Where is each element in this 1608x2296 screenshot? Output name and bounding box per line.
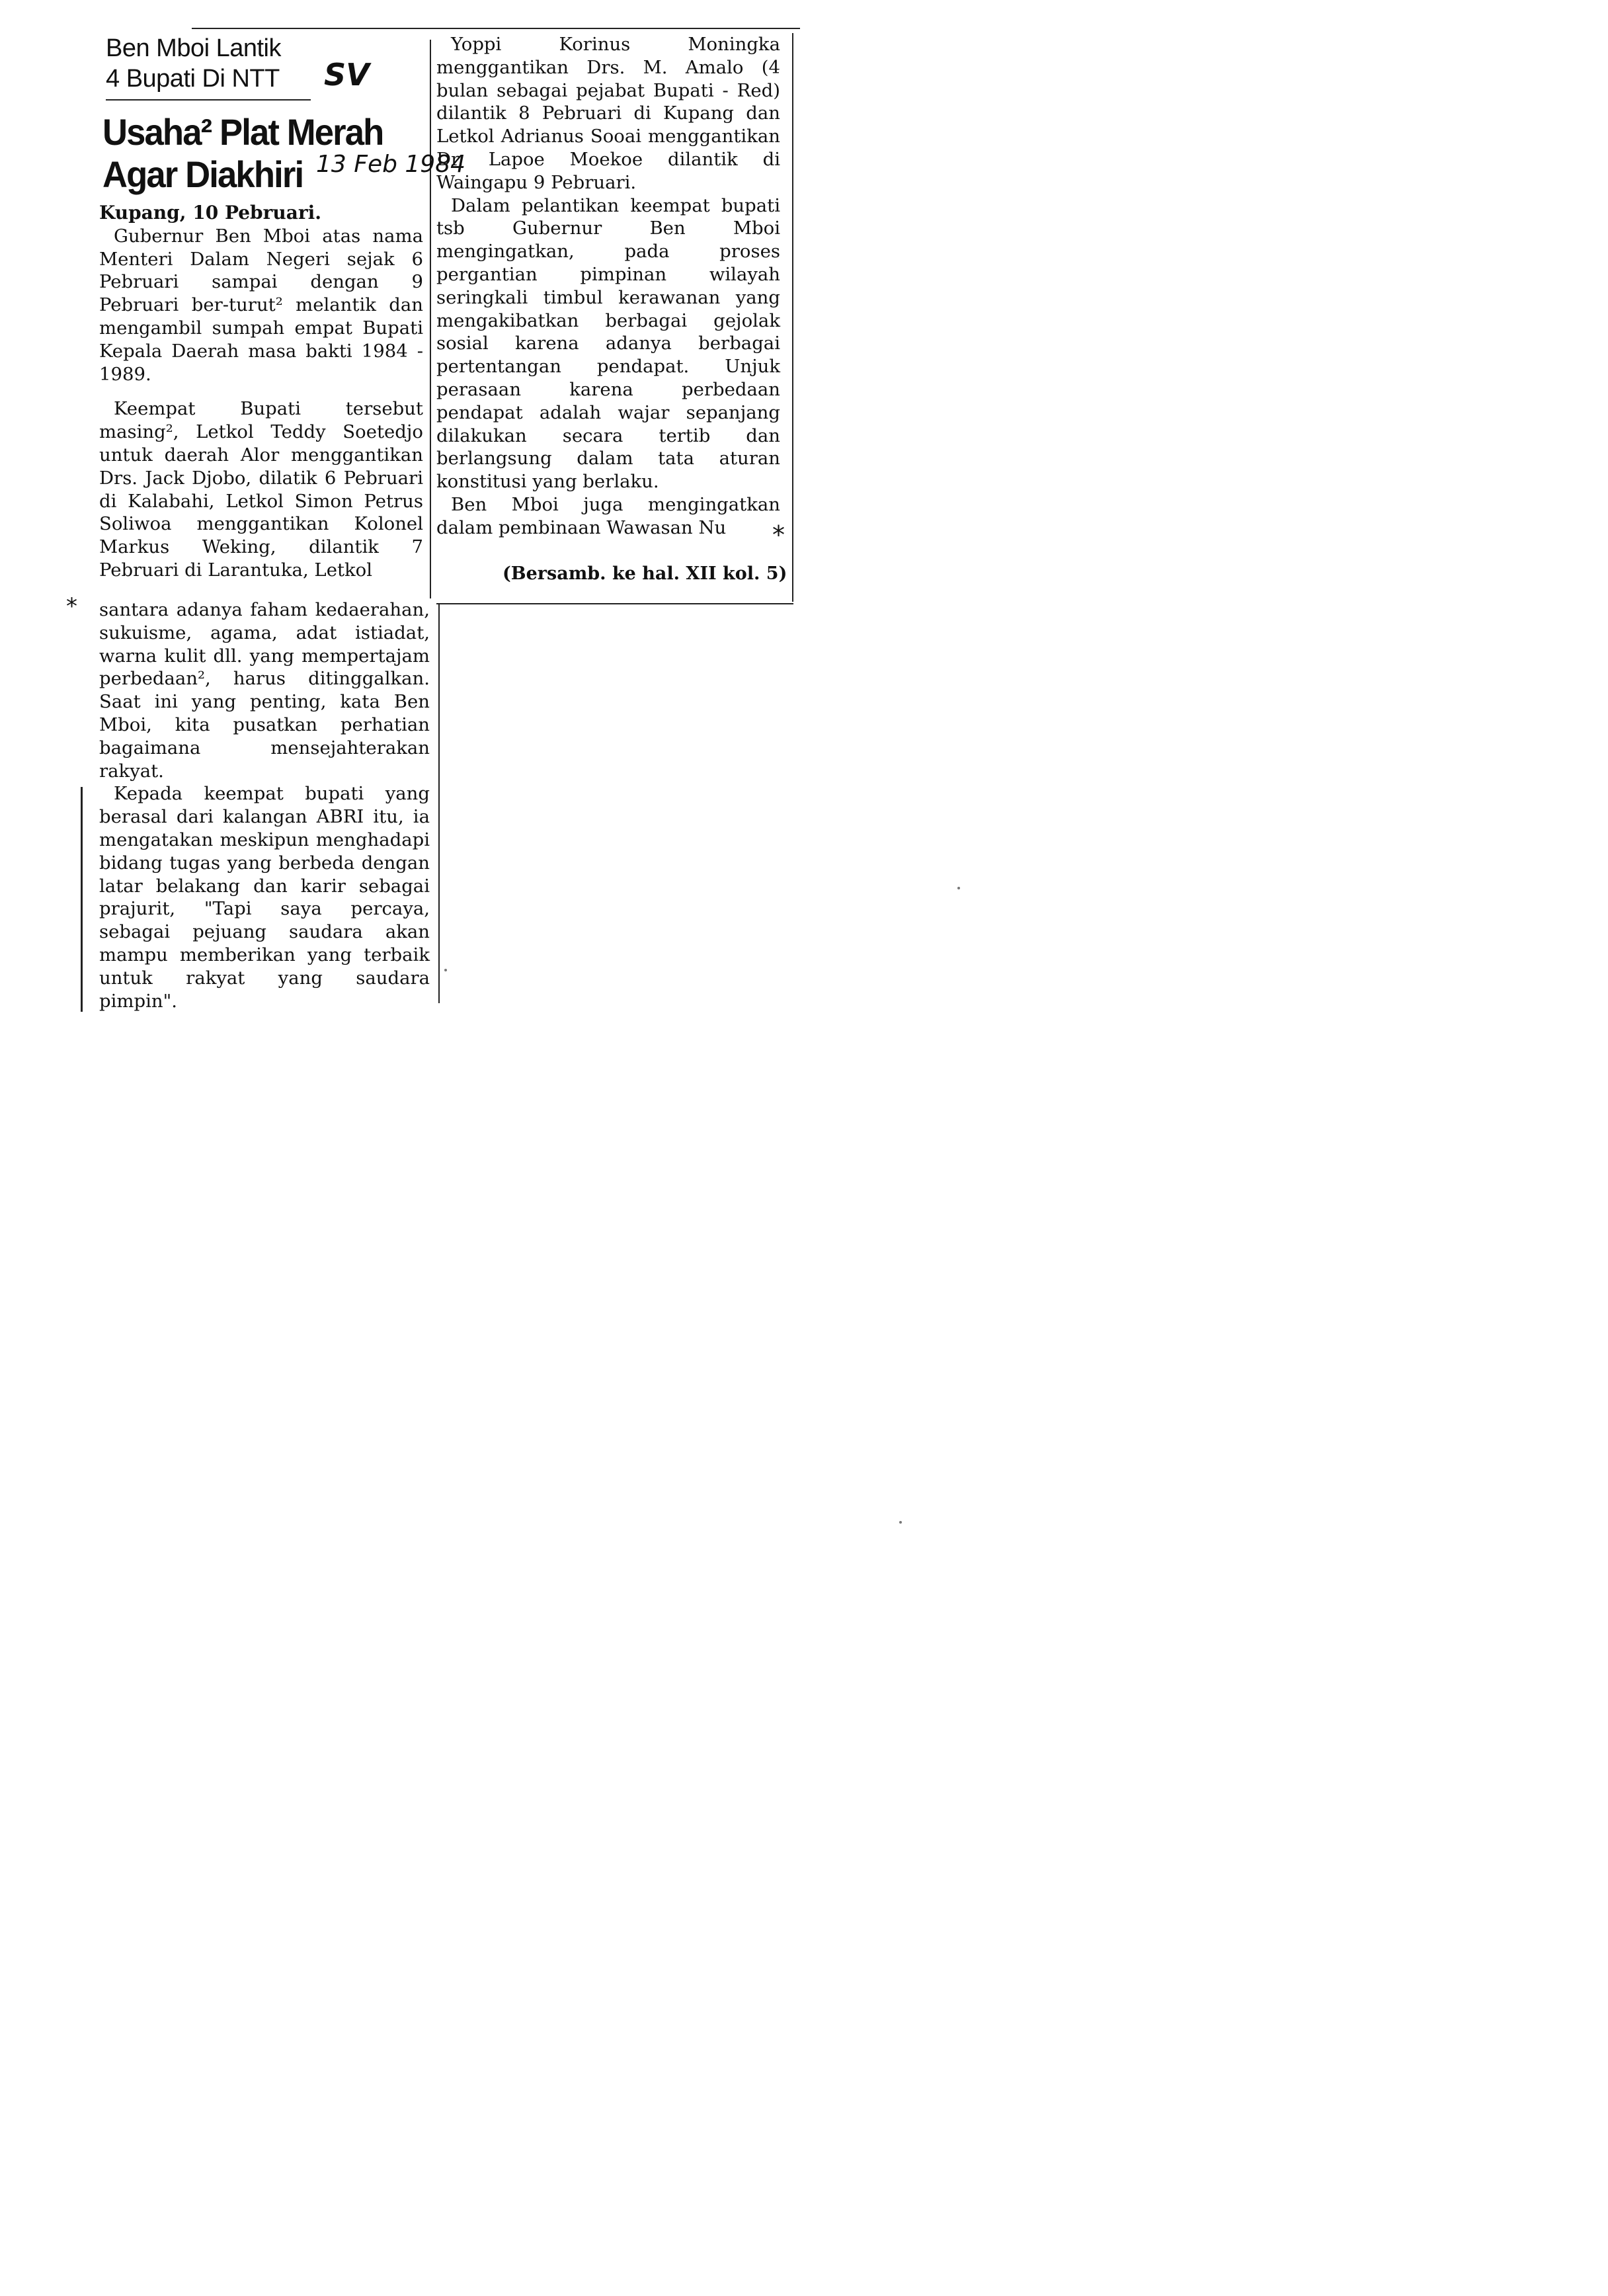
top-rule <box>192 28 800 29</box>
column-left-upper <box>99 202 423 582</box>
newspaper-clipping <box>0 0 820 1085</box>
paragraph: Kepada keempat bupati yang berasal dari kalangan ABRI itu, ia mengatakan meskipun menghadapi bidang tugas yang berbeda dengan latar belakang dan karir sebagai prajurit, "Tapi saya percaya, sebagai pejuang saudara akan mampu memberikan yang terbaik untuk rakyat yang saudara pimpin". <box>99 783 430 1012</box>
paragraph: santara adanya faham kedaerahan, sukuisme, agama, adat istiadat, warna kulit dll. yang mempertajam perbedaan², harus ditinggalkan. Saat ini yang penting, kata Ben Mboi, kita pusatkan perhatian bagaimana mensejahterakan rakyat. <box>99 599 430 782</box>
right-frame-edge <box>792 33 793 602</box>
kicker <box>106 33 311 94</box>
headline-line-1: Usaha² Plat Merah <box>102 111 383 153</box>
column-divider-lower <box>438 603 440 1003</box>
kicker-underline <box>106 99 311 101</box>
handwritten-code: SV <box>324 57 370 93</box>
paragraph: Gubernur Ben Mboi atas nama Menteri Dalam Negeri sejak 6 Pebruari sampai dengan 9 Pebruari ber-turut² melantik dan mengambil sumpah empat Bupati Kepala Daerah masa bakti 1984 - 1989. <box>99 225 423 385</box>
headline-line-2: Agar Diakhiri <box>102 153 303 195</box>
speck <box>899 1521 902 1524</box>
column-right <box>436 33 780 540</box>
margin-marker <box>81 787 83 1012</box>
speck <box>444 969 447 971</box>
paragraph: Dalam pelantikan keempat bupati tsb Gubernur Ben Mboi mengingatkan, pada proses pergantian pimpinan wilayah seringkali timbul kerawanan yang mengakibatkan berbagai gejolak sosial karena adanya berbagai pertentangan pendapat. Unjuk perasaan karena perbedaan pendapat adalah wajar sepanjang dilakukan secara tertib dan berlangsung dalam tata aturan konstitusi yang berlaku. <box>436 194 780 493</box>
headline <box>102 111 383 196</box>
speck <box>957 887 960 889</box>
kicker-line-1: Ben Mboi Lantik <box>106 34 281 62</box>
column-divider-upper <box>430 40 431 598</box>
asterisk-mark: * <box>772 520 785 550</box>
paragraph: Ben Mboi juga mengingatkan dalam pembinaan Wawasan Nu <box>436 493 780 538</box>
column-left-lower <box>99 598 430 1012</box>
dateline: Kupang, 10 Pebruari. <box>99 202 322 224</box>
kicker-line-2: 4 Bupati Di NTT <box>106 65 280 93</box>
asterisk-mark: * <box>66 593 77 620</box>
handwritten-date: 13 Feb 1984 <box>316 151 466 178</box>
section-rule <box>436 603 793 604</box>
continuation-note: (Bersamb. ke hal. XII kol. 5) <box>502 563 787 584</box>
paragraph: Keempat Bupati tersebut masing², Letkol Teddy Soetedjo untuk daerah Alor menggantikan Drs. Jack Djobo, dilatik 6 Pebruari di Kalabahi, Letkol Simon Petrus Soliwoa menggantikan Kolonel Markus Weking, dilantik 7 Pebruari di Larantuka, Letkol <box>99 398 423 581</box>
paragraph: Yoppi Korinus Moningka menggantikan Drs. M. Amalo (4 bulan sebagai pejabat Bupati - Red) dilantik 8 Pebruari di Kupang dan Letkol Adrianus Sooai menggantikan Dr. Lapoe Moekoe dilantik di Waingapu 9 Pebruari. <box>436 34 780 193</box>
